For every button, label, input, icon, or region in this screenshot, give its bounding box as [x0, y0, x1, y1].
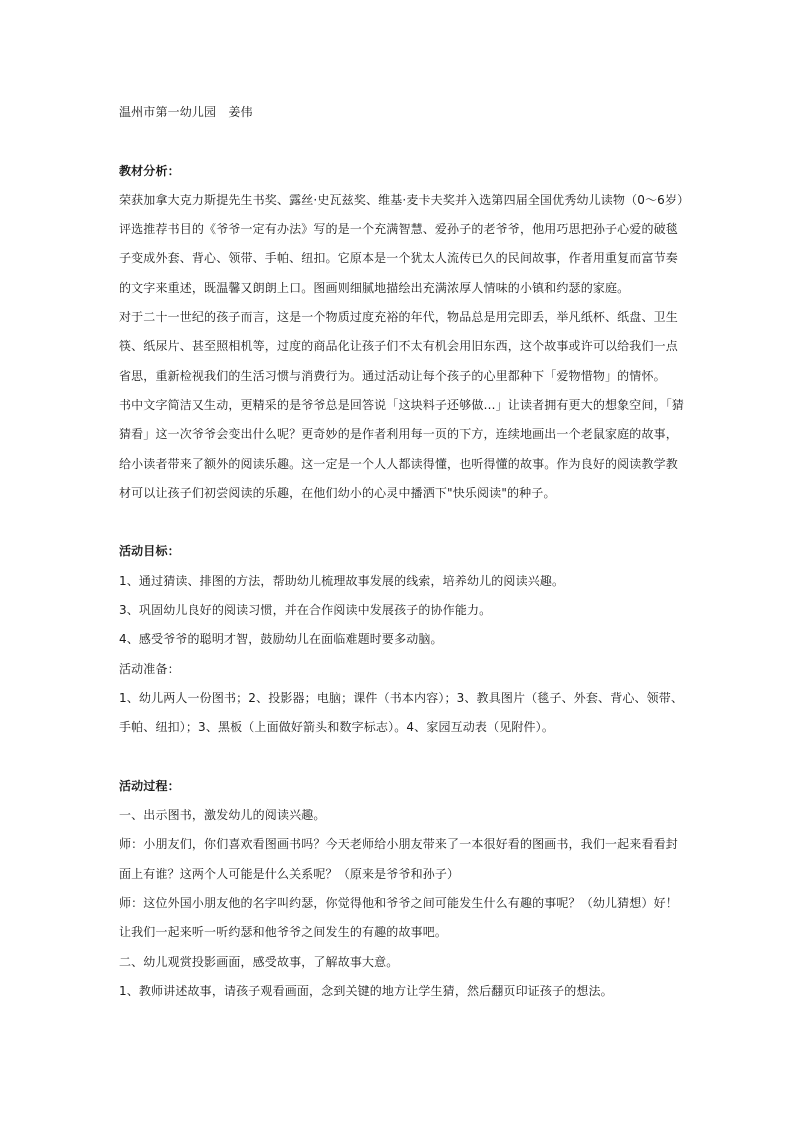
analysis-para1-line: 荣获加拿大克力斯提先生书奖、露丝·史瓦兹奖、维基·麦卡夫奖并入选第四届全国优秀幼儿读物（0～6岁） [119, 192, 689, 207]
goal-item: 3、巩固幼儿良好的阅读习惯，并在合作阅读中发展孩子的协作能力。 [119, 603, 492, 618]
analysis-heading: 教材分析： [119, 163, 180, 178]
prep-line: 手帕、纽扣）；3、黑板（上面做好箭头和数字标志）。4、家园互动表（见附件）。 [119, 720, 554, 735]
process-line: 让我们一起来听一听约瑟和他爷爷之间发生的有趣的故事吧。 [119, 925, 448, 940]
document-page [119, 98, 689, 1006]
analysis-para2-line: 省思，重新检视我们的生活习惯与消费行为。通过活动让每个孩子的心里都种下「爱物惜物」的情怀。 [119, 368, 666, 383]
process-line: 二、幼儿观赏投影画面，感受故事，了解故事大意。 [119, 954, 399, 969]
goals-heading: 活动目标： [119, 544, 180, 559]
analysis-para3-line: 书中文字简洁又生动，更精采的是爷爷总是回答说「这块料子还够做…」让读者拥有更大的想象空间，「猜 [119, 397, 685, 412]
analysis-para1-line: 子变成外套、背心、领带、手帕、纽扣。它原本是一个犹太人流传已久的民间故事，作者用重复而富节奏 [119, 251, 678, 266]
goal-item: 4、感受爷爷的聪明才智，鼓励幼儿在面临难题时要多动脑。 [119, 632, 443, 647]
analysis-para3-line: 猜看」这一次爷爷会变出什么呢？更奇妙的是作者利用每一页的下方，连续地画出一个老鼠家庭的故事， [119, 427, 678, 442]
blank-line [119, 508, 689, 537]
process-line: 师：小朋友们，你们喜欢看图画书吗？今天老师给小朋友带来了一本很好看的图画书，我们一起来看看封 [119, 837, 678, 852]
process-line: 师：这位外国小朋友他的名字叫约瑟，你觉得他和爷爷之间可能发生什么有趣的事呢？（幼儿猜想）好！ [119, 896, 678, 911]
prep-heading: 活动准备： [119, 661, 180, 676]
blank-line [119, 127, 689, 156]
process-line: 1、教师讲述故事，请孩子观看画面，念到关键的地方让学生猜，然后翻页印证孩子的想法。 [119, 983, 613, 998]
analysis-para3-line: 材可以让孩子们初尝阅读的乐趣，在他们幼小的心灵中播洒下"快乐阅读"的种子。 [119, 485, 556, 500]
prep-line: 1、幼儿两人一份图书；2、投影器；电脑；课件（书本内容）；3、教具图片（毯子、外套、背心、领带、 [119, 690, 684, 705]
blank-line [119, 743, 689, 772]
process-line: 一、出示图书，激发幼儿的阅读兴趣。 [119, 808, 326, 823]
analysis-para2-line: 筷、纸尿片、甚至照相机等，过度的商品化让孩子们不太有机会用旧东西，这个故事或许可以给我们一点 [119, 339, 678, 354]
analysis-para2-line: 对于二十一世纪的孩子而言，这是一个物质过度充裕的年代，物品总是用完即丢，举凡纸杯、纸盘、卫生 [119, 310, 678, 325]
process-heading: 活动过程： [119, 778, 180, 793]
process-line: 面上有谁？这两个人可能是什么关系呢？（原来是爷爷和孙子） [119, 866, 460, 881]
goal-item: 1、通过猜读、排图的方法，帮助幼儿梳理故事发展的线索，培养幼儿的阅读兴趣。 [119, 573, 565, 588]
analysis-para3-line: 给小读者带来了额外的阅读乐趣。这一定是一个人人都读得懂，也听得懂的故事。作为良好的阅读教学教 [119, 456, 678, 471]
analysis-para1-line: 评选推荐书目的《爷爷一定有办法》写的是一个充满智慧、爱孙子的老爷爷，他用巧思把孙子心爱的破毯 [119, 222, 678, 237]
author-line: 温州市第一幼儿园 姜伟 [119, 105, 253, 119]
analysis-para1-line: 的文字来重述，既温馨又朗朗上口。图画则细腻地描绘出充满浓厚人情味的小镇和约瑟的家庭。 [119, 280, 630, 295]
